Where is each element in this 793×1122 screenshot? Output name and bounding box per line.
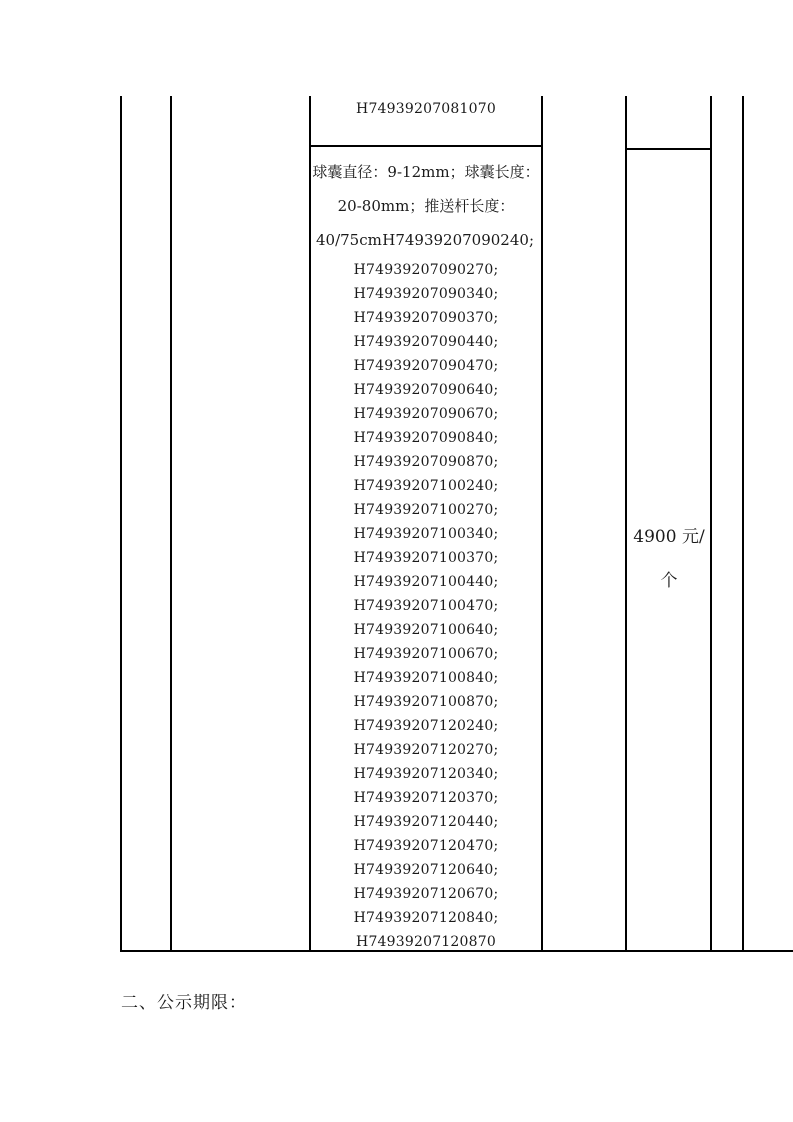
model-code-top: H74939207081070 <box>356 101 496 117</box>
list-item: H74939207090370; <box>353 310 499 326</box>
list-item: H74939207100440; <box>353 574 499 590</box>
list-item: H74939207100670; <box>353 646 499 662</box>
spec-line-3 <box>310 226 542 260</box>
list-item: H74939207090470; <box>353 358 499 374</box>
list-item: H74939207100270; <box>353 502 499 518</box>
list-item: H74939207090440; <box>353 334 499 350</box>
list-item: H74939207120240; <box>353 718 499 734</box>
section-title: 二、公示期限： <box>121 993 247 1013</box>
list-item: H74939207100470; <box>353 598 499 614</box>
list-item: H74939207120370; <box>353 790 499 806</box>
list-item: H74939207120640; <box>353 862 499 878</box>
list-item: H74939207120670; <box>353 886 499 902</box>
table-col-divider-6 <box>742 96 744 952</box>
row-divider-spec <box>309 145 543 147</box>
list-item: H74939207100840; <box>353 670 499 686</box>
list-item: H74939207120840; <box>353 910 499 926</box>
spec-line-1: 球囊直径：9-12mm；球囊长度： <box>312 163 540 181</box>
row-divider-price <box>625 148 712 150</box>
spec-line-3-left: 40/75cm <box>316 231 382 249</box>
list-item: H74939207090270; <box>353 262 499 278</box>
list-item: H74939207090640; <box>353 382 499 398</box>
spec-line-3-right: H74939207090240; <box>382 231 534 249</box>
spec-block <box>310 158 542 260</box>
list-item: H74939207090870; <box>353 454 499 470</box>
list-item: H74939207100870; <box>353 694 499 710</box>
list-item: H74939207090840; <box>353 430 499 446</box>
table-border-left <box>120 96 122 952</box>
list-item: H74939207090670; <box>353 406 499 422</box>
price-unit: 个 <box>660 571 678 591</box>
list-item: H74939207120440; <box>353 814 499 830</box>
model-code-list <box>310 258 542 954</box>
list-item: H74939207100340; <box>353 526 499 542</box>
price-cell <box>627 515 711 603</box>
list-item: H74939207090340; <box>353 286 499 302</box>
spec-line-2: 20-80mm；推送杆长度： <box>337 197 515 215</box>
price-amount: 4900 元/ <box>633 527 705 547</box>
list-item: H74939207100640; <box>353 622 499 638</box>
list-item: H74939207120870 <box>356 934 496 950</box>
list-item: H74939207120340; <box>353 766 499 782</box>
list-item: H74939207100370; <box>353 550 499 566</box>
list-item: H74939207120270; <box>353 742 499 758</box>
list-item: H74939207100240; <box>353 478 499 494</box>
table-col-divider-1 <box>170 96 172 952</box>
list-item: H74939207120470; <box>353 838 499 854</box>
